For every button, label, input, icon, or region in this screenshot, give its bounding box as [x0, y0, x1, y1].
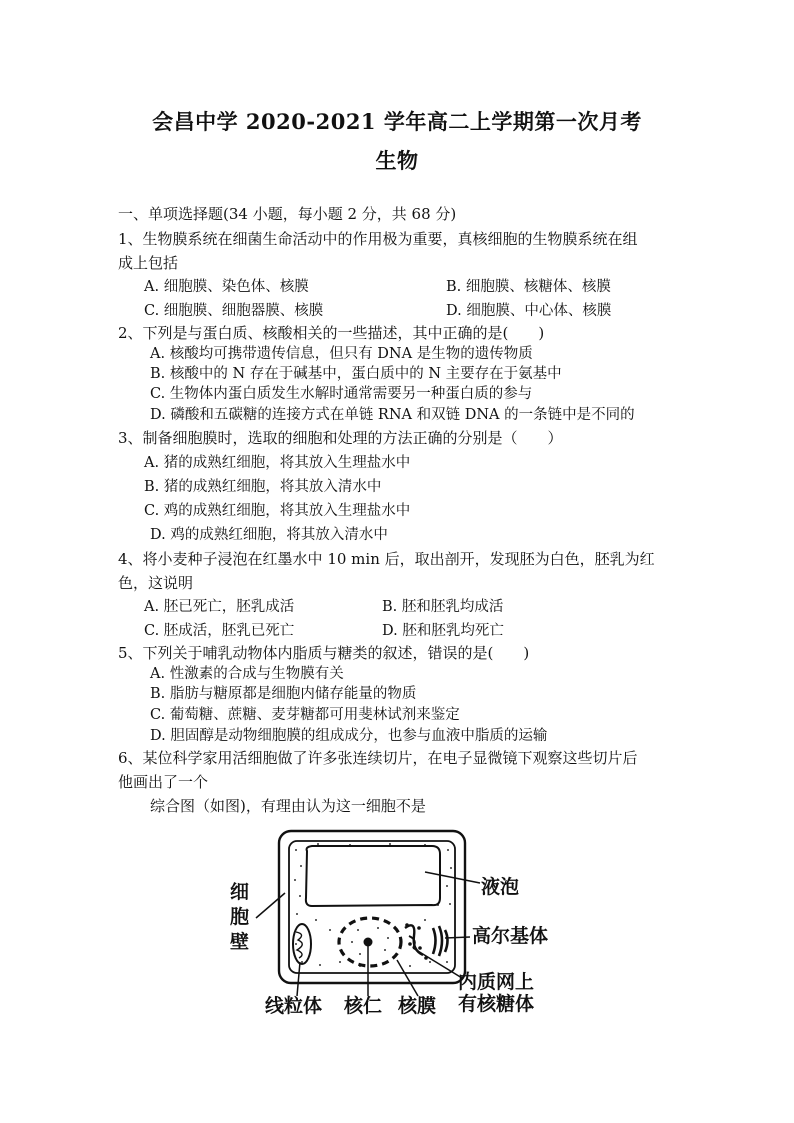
- exam-subject: 生物: [375, 148, 419, 173]
- label-nucleolus: 核仁: [344, 995, 383, 1017]
- q1-option-b: B. 细胞膜、核糖体、核膜: [446, 279, 611, 295]
- q2-option-d: D. 磷酸和五碳糖的连接方式在单链 RNA 和双链 DNA 的一条链中是不同的: [150, 407, 635, 423]
- q3-option-d: D. 鸡的成熟红细胞，将其放入清水中: [150, 527, 388, 543]
- q4-option-c: C. 胚成活，胚乳已死亡: [144, 623, 295, 639]
- label-golgi: 高尔基体: [472, 925, 549, 947]
- label-wall-1: 细: [230, 881, 250, 903]
- vacuole: [306, 846, 440, 906]
- nucleolus: [364, 938, 373, 947]
- label-er-line-1: 内质网上: [458, 971, 535, 993]
- q2-option-c: C. 生物体内蛋白质发生水解时通常需要另一种蛋白质的参与: [150, 386, 533, 402]
- q5-option-c: C. 葡萄糖、蔗糖、麦芽糖都可用斐林试剂来鉴定: [150, 707, 460, 723]
- section-heading: 一、单项选择题(34 小题，每小题 2 分，共 68 分): [118, 205, 457, 223]
- q1-option-a: A. 细胞膜、染色体、核膜: [144, 279, 309, 295]
- q2-stem: 2、下列是与蛋白质、核酸相关的一些描述，其中正确的是( ): [118, 324, 545, 342]
- q3-option-c: C. 鸡的成熟红细胞，将其放入生理盐水中: [144, 503, 411, 519]
- q4-stem-line-1: 4、将小麦种子浸泡在红墨水中 10 min 后，取出剖开，发现胚为白色，胚乳为红: [118, 550, 655, 568]
- q6-stem-line-3: 综合图（如图)，有理由认为这一细胞不是: [150, 797, 426, 815]
- exam-title: 会昌中学 2020-2021 学年高二上学期第一次月考: [152, 109, 642, 134]
- q4-option-d: D. 胚和胚乳均死亡: [382, 623, 504, 639]
- label-vacuole: 液泡: [481, 876, 520, 898]
- q3-option-a: A. 猪的成熟红细胞，将其放入生理盐水中: [144, 455, 411, 471]
- q3-option-b: B. 猪的成熟红细胞，将其放入清水中: [144, 479, 382, 495]
- label-wall-3: 壁: [230, 931, 250, 953]
- q4-stem-line-2: 色，这说明: [118, 574, 194, 592]
- q6-stem-line-2: 他画出了一个: [118, 773, 209, 791]
- q3-stem: 3、制备细胞膜时，选取的细胞和处理的方法正确的分别是（ ）: [118, 429, 563, 447]
- label-nuclear-membrane: 核膜: [398, 995, 437, 1017]
- q4-option-a: A. 胚已死亡，胚乳成活: [144, 599, 295, 615]
- q1-option-c: C. 细胞膜、细胞器膜、核膜: [144, 303, 324, 319]
- q4-option-b: B. 胚和胚乳均成活: [382, 599, 504, 615]
- q5-stem: 5、下列关于哺乳动物体内脂质与糖类的叙述，错误的是( ): [118, 644, 530, 662]
- q2-option-b: B. 核酸中的 N 存在于碱基中，蛋白质中的 N 主要存在于氨基中: [150, 366, 562, 382]
- golgi-apparatus: [433, 926, 448, 956]
- q5-option-d: D. 胆固醇是动物细胞膜的组成成分，也参与血液中脂质的运输: [150, 728, 548, 744]
- q2-option-a: A. 核酸均可携带遗传信息，但只有 DNA 是生物的遗传物质: [150, 346, 533, 362]
- q1-stem-line-2: 成上包括: [118, 254, 179, 272]
- q5-option-b: B. 脂肪与糖原都是细胞内储存能量的物质: [150, 686, 417, 702]
- q1-stem-line-1: 1、生物膜系统在细菌生命活动中的作用极为重要，真核细胞的生物膜系统在组: [118, 230, 638, 248]
- label-er-line-2: 有核糖体: [458, 993, 535, 1015]
- q5-option-a: A. 性激素的合成与生物膜有关: [150, 666, 344, 682]
- q6-stem-line-1: 6、某位科学家用活细胞做了许多张连续切片，在电子显微镜下观察这些切片后: [118, 749, 638, 767]
- q1-option-d: D. 细胞膜、中心体、核膜: [446, 303, 612, 319]
- label-wall-2: 胞: [230, 906, 250, 928]
- label-mitochondrion: 线粒体: [265, 995, 323, 1017]
